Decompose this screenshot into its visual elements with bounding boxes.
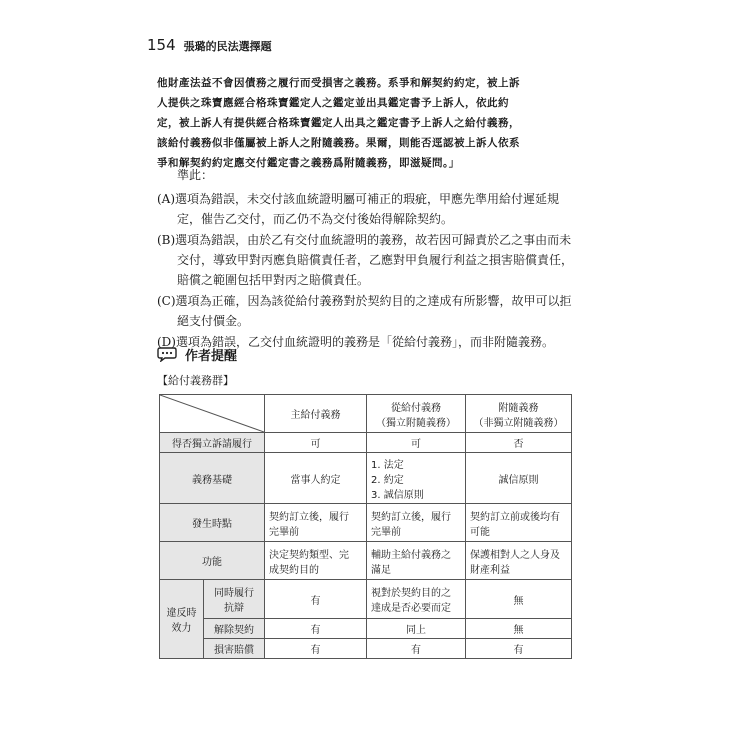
table-cell: 保護相對人之人身及 財產利益	[466, 542, 572, 580]
quote-line: 他財產法益不會因債務之履行而受損害之義務。系爭和解契約約定，被上訴	[157, 77, 520, 89]
row-label-basis: 義務基礎	[160, 453, 265, 504]
table-cell: 視對於契約目的之 達成是否必要而定	[367, 580, 466, 619]
table-cell: 誠信原則	[466, 453, 572, 504]
option-b-line: (B)選項為錯誤，由於乙有交付血統證明的義務，故若因可歸責於乙之事由而未	[157, 233, 572, 247]
book-title: 張璐的民法選擇題	[183, 40, 272, 53]
table-cell: 有	[265, 619, 367, 639]
table-cell: 無	[466, 580, 572, 619]
table-cell: 可	[265, 433, 367, 453]
table-cell: 可	[367, 433, 466, 453]
table-cell: 有	[466, 639, 572, 659]
option-c-line: (C)選項為正確，因為該從給付義務對於契約目的之達成有所影響，故甲可以拒	[157, 294, 572, 308]
header-main-duty: 主給付義務	[265, 395, 367, 433]
author-note-title: 作者提醒	[185, 349, 238, 364]
table-cell: 契約訂立前或後均有 可能	[466, 504, 572, 542]
table-title: 【給付義務群】	[157, 374, 234, 387]
option-b-line: 交付，導致甲對丙應負賠償責任者，乙應對甲負履行利益之損害賠償責任，	[177, 253, 574, 267]
table-corner-cell	[160, 395, 265, 433]
header-secondary-duty: 從給付義務 （獨立附隨義務）	[367, 395, 466, 433]
table-cell: 1. 法定 2. 約定 3. 誠信原則	[367, 453, 466, 504]
option-b-line: 賠償之範圍包括甲對丙之賠償責任。	[177, 273, 370, 287]
answer-options	[157, 189, 587, 352]
author-note-heading	[157, 345, 237, 364]
table-cell: 輔助主給付義務之 滿足	[367, 542, 466, 580]
table-cell: 有	[265, 580, 367, 619]
row-label-function: 功能	[160, 542, 265, 580]
speech-bubble-icon	[157, 347, 177, 362]
table-cell: 同上	[367, 619, 466, 639]
row-label-timing: 發生時點	[160, 504, 265, 542]
quote-line: 人提供之珠寶應經合格珠寶鑑定人之鑑定並出具鑑定書予上訴人，依此約	[157, 97, 509, 109]
row-label-violation-effect: 違反時 效力	[160, 580, 204, 659]
option-d-line: (D)選項為錯誤，乙交付血統證明的義務是「從給付義務」，而非附隨義務。	[157, 335, 554, 349]
duty-table	[159, 394, 572, 659]
header-ancillary-duty: 附隨義務 （非獨立附隨義務）	[466, 395, 572, 433]
quote-paragraph	[157, 73, 577, 173]
table-cell: 否	[466, 433, 572, 453]
row-label-damages: 損害賠償	[204, 639, 265, 659]
page-header	[147, 36, 272, 54]
table-cell: 有	[367, 639, 466, 659]
option-c-line: 絕支付價金。	[177, 314, 250, 328]
quote-line: 爭和解契約約定應交付鑑定書之義務爲附隨義務，即滋疑問。」	[157, 157, 460, 169]
table-cell: 決定契約類型、完 成契約目的	[265, 542, 367, 580]
table-cell: 無	[466, 619, 572, 639]
quote-line: 定，被上訴人有提供經合格珠寶鑑定人出具之鑑定書予上訴人之給付義務，	[157, 117, 520, 129]
table-cell: 契約訂立後，履行 完畢前	[367, 504, 466, 542]
option-a-line: (A)選項為錯誤，未交付該血統證明屬可補正的瑕疵，甲應先準用給付遲延規	[157, 192, 560, 206]
table-cell: 當事人約定	[265, 453, 367, 504]
quote-line: 該給付義務似非僅屬被上訴人之附隨義務。果爾，則能否逕認被上訴人依系	[157, 137, 520, 149]
table-cell: 有	[265, 639, 367, 659]
conclusion-intro: 準此：	[177, 168, 214, 182]
row-label-simultaneous-defense: 同時履行 抗辯	[204, 580, 265, 619]
row-label-rescind: 解除契約	[204, 619, 265, 639]
page-number: 154	[147, 36, 176, 54]
row-label-independent-claim: 得否獨立訴請履行	[160, 433, 265, 453]
table-cell: 契約訂立後，履行 完畢前	[265, 504, 367, 542]
option-a-line: 定，催告乙交付，而乙仍不為交付後始得解除契約。	[177, 212, 454, 226]
